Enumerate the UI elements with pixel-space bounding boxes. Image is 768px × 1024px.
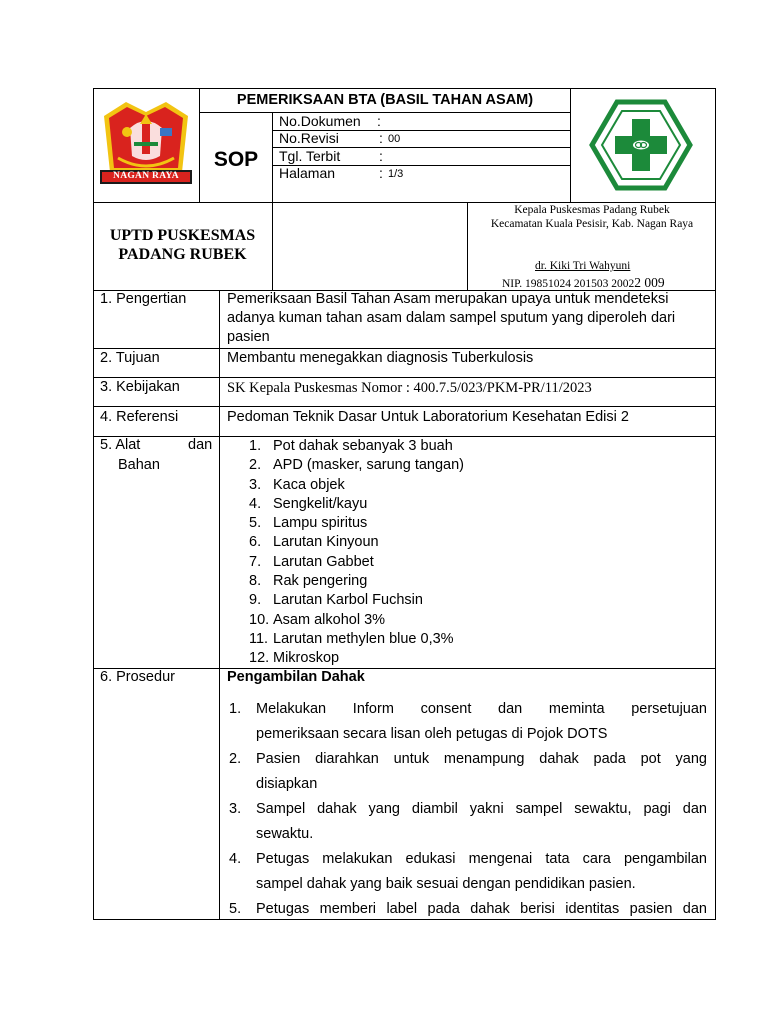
alat-item [249,553,464,572]
nagan-raya-logo [100,98,192,188]
text-line: adanya kuman tahan asam dalam sampel sputum yang diperoleh dari [227,310,676,326]
section-label-pengertian: 1. Pengertian [100,291,187,307]
alat-item [249,533,464,552]
list-text: Larutan Gabbet [273,553,374,570]
step-line: sewaktu. [256,825,314,842]
alat-item [249,476,464,495]
alat-list [249,437,464,669]
section-label-referensi: 4. Referensi [100,409,179,425]
step-line: Sampel dahak yang diambil yakni sampel sewaktu, pagi dan [256,801,707,817]
step-number: 4. [229,851,242,867]
signer-nip [502,274,665,292]
prosedur-heading: Pengambilan Dahak [227,669,365,685]
step-line: disiapkan [256,775,318,792]
puskesmas-logo [589,99,693,191]
list-number: 5. [249,515,262,532]
step-line: sampel dahak yang baik sesuai dengan pendidikan pasien. [256,875,636,892]
list-number: 9. [249,592,262,609]
list-text: Lampu spiritus [273,515,368,532]
sop-label: SOP [213,148,259,171]
alat-item [249,514,464,533]
list-text: Rak pengering [273,573,368,590]
alat-item [249,649,464,668]
field-value: 00 [388,133,401,145]
list-text: Asam alkohol 3% [273,611,386,628]
org-name-line2: PADANG RUBEK [118,246,247,263]
list-number: 1. [249,438,262,454]
section-label-tujuan: 2. Tujuan [100,350,160,366]
field-label: No.Revisi [279,130,339,146]
signer-title: Kepala Puskesmas Padang Rubek [514,204,670,216]
document-title: PEMERIKSAAN BTA (BASIL TAHAN ASAM) [236,92,534,108]
field-value: 1/3 [388,168,404,180]
list-number: 4. [249,495,262,512]
list-text: Mikroskop [273,650,340,667]
label-part: 5. Alat [100,437,141,453]
text-line: Pemeriksaan Basil Tahan Asam merupakan upaya untuk mendeteksi [227,291,669,307]
step-line: Petugas memberi label pada dahak berisi identitas pasien dan [256,901,707,917]
field-separator: : [377,113,381,129]
list-number: 6. [249,534,262,551]
label-part: Bahan [118,457,160,473]
list-text: Sengkelit/kayu [273,495,368,512]
section-content-kebijakan: SK Kepala Puskesmas Nomor : 400.7.5/023/PKM-PR/11/2023 [227,380,592,396]
section-label-kebijakan: 3. Kebijakan [100,379,180,395]
step-line: pemeriksaan secara lisan oleh petugas di Pojok DOTS [256,725,608,742]
alat-item [249,456,464,475]
list-text: APD (masker, sarung tangan) [273,457,465,474]
alat-item [249,630,464,649]
list-number: 12. [249,650,270,667]
text-line: pasien [227,329,270,345]
list-number: 2. [249,457,262,474]
alat-item [249,611,464,630]
step-line: Petugas melakukan edukasi mengenai tata cara pengambilan [256,851,707,867]
label-part: dan [188,437,213,453]
step-number: 1. [229,701,242,717]
list-text: Larutan Karbol Fuchsin [273,592,423,609]
logo-banner-text: NAGAN RAYA [113,171,179,181]
list-number: 3. [249,476,262,493]
step-number: 5. [229,901,242,917]
field-separator: : [379,165,383,181]
alat-item [249,437,464,456]
field-separator: : [379,130,383,146]
step-line: Melakukan Inform consent dan meminta persetujuan [256,701,707,717]
field-separator: : [379,148,383,164]
step-number: 2. [229,751,242,767]
step-line: Pasien diarahkan untuk menampung dahak pada pot yang [256,751,707,767]
org-name-line1: UPTD PUSKESMAS [109,227,256,244]
list-text: Pot dahak sebanyak 3 buah [273,438,453,454]
field-label: No.Dokumen [279,113,361,129]
list-text: Larutan methylen blue 0,3% [273,630,454,647]
section-label-prosedur: 6. Prosedur [100,669,175,685]
alat-item [249,591,464,610]
signer-location: Kecamatan Kuala Pesisir, Kab. Nagan Raya [490,218,694,230]
list-text: Larutan Kinyoun [273,534,379,551]
list-number: 11. [249,630,269,647]
list-number: 7. [249,553,262,570]
section-content-tujuan: Membantu menegakkan diagnosis Tuberkulosis [227,350,534,366]
field-label: Tgl. Terbit [279,148,341,164]
list-number: 10. [249,611,270,628]
signer-name: dr. Kiki Tri Wahyuni [535,260,631,272]
section-content-referensi: Pedoman Teknik Dasar Untuk Laboratorium Kesehatan Edisi 2 [227,409,629,425]
nip-suffix: 2 009 [634,275,665,290]
alat-item [249,572,464,591]
list-number: 8. [249,573,262,590]
nip-prefix: NIP. 19851024 201503 2002 [502,278,635,290]
alat-item [249,495,464,514]
step-number: 3. [229,801,242,817]
list-text: Kaca objek [273,476,345,493]
field-label: Halaman [279,165,336,181]
